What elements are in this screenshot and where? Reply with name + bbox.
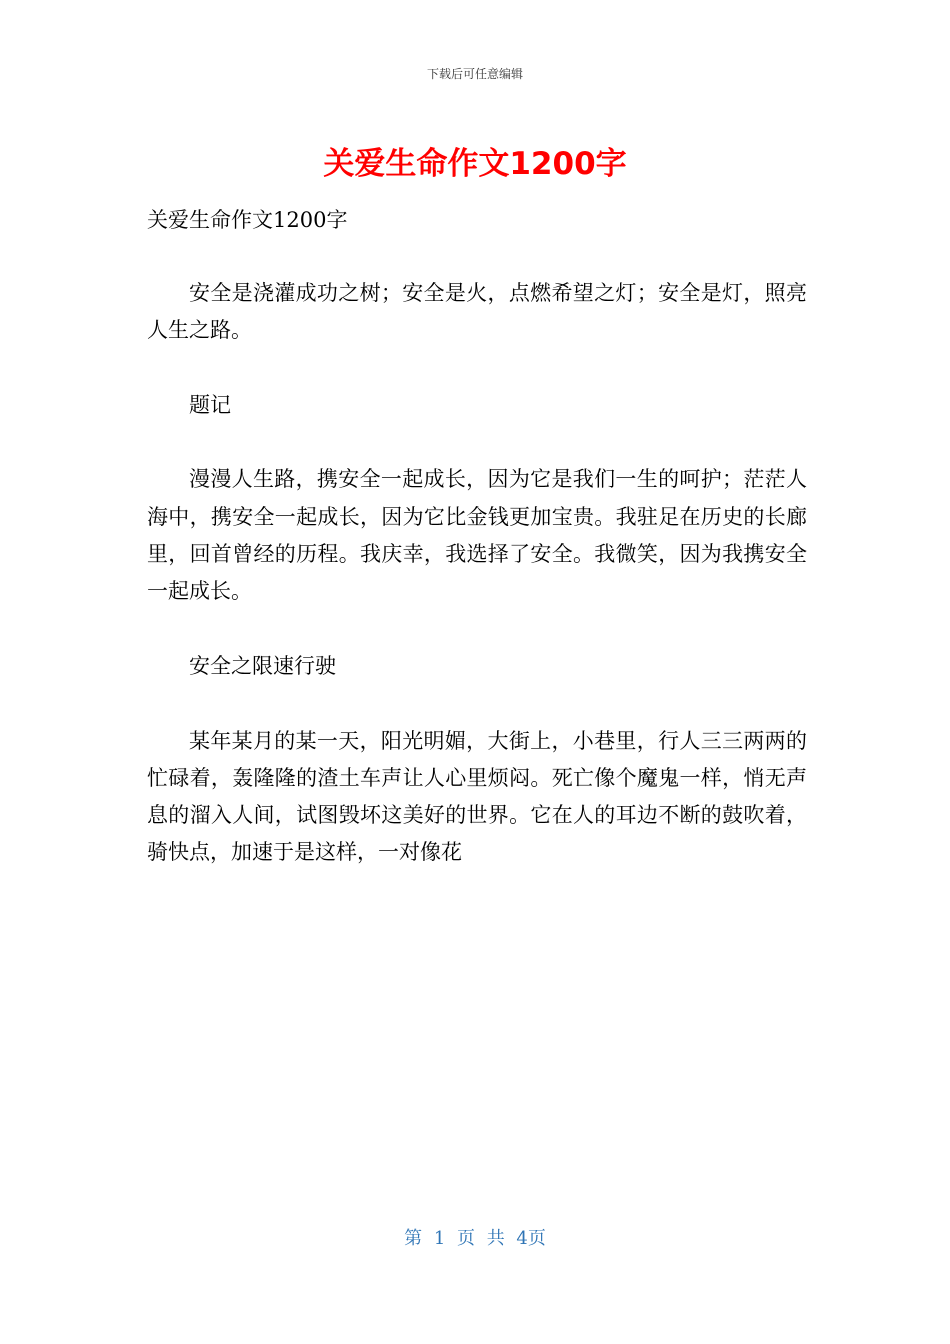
paragraph-5: 某年某月的某一天，阳光明媚，大街上，小巷里，行人三三两两的忙碌着，轰隆隆的渣土车声让人心里烦闷。死亡像个魔鬼一样，悄无声息的溜入人间，试图毁坏这美好的世界。它在人的耳边不断的鼓吹着，骑快点，加速于是这样，一对像花 [147, 728, 807, 865]
page-number-footer: 第 1 页 共 4页 [404, 1228, 546, 1249]
page-header-note: 下载后可任意编辑 [426, 67, 523, 81]
paragraph-4: 安全之限速行驶 [189, 653, 336, 678]
paragraph-3: 漫漫人生路，携安全一起成长，因为它是我们一生的呵护；茫茫人海中，携安全一起成长，因为它比金钱更加宝贵。我驻足在历史的长廊里，回首曾经的历程。我庆幸，我选择了安全。我微笑，因为我携安全一起成长。 [147, 467, 807, 604]
document-body [147, 275, 807, 909]
paragraph-1: 安全是浇灌成功之树；安全是火，点燃希望之灯；安全是灯，照亮人生之路。 [147, 281, 807, 343]
document-subtitle: 关爱生命作文1200字 [147, 208, 348, 232]
paragraph-2: 题记 [189, 392, 231, 417]
document-title: 关爱生命作文1200字 [323, 146, 627, 182]
